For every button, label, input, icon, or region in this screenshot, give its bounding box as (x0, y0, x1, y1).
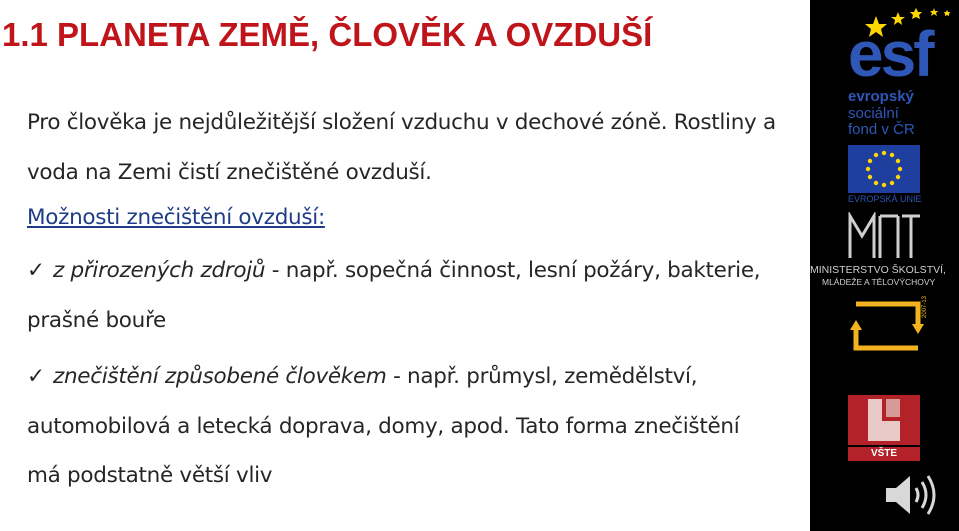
page-title: 1.1 PLANETA ZEMĚ, ČLOVĚK A OVZDUŠÍ (2, 16, 653, 53)
esf-logo (846, 2, 958, 90)
speaker-icon[interactable] (882, 472, 936, 518)
paragraph-line: voda na Zemi čistí znečištěné ovzduší. (27, 160, 432, 185)
bullet-emphasis: z přirozených zdrojů (53, 258, 266, 283)
bullet-continuation: automobilová a letecká doprava, domy, apod. Tato forma znečištění (27, 414, 740, 439)
checkmark-icon: ✓ (27, 364, 45, 389)
vste-label: VŠTE (848, 447, 920, 461)
msmt-label: MINISTERSTVO ŠKOLSTVÍ, (810, 264, 946, 276)
bullet-item (27, 258, 760, 283)
bullet-continuation: prašné bouře (27, 308, 166, 333)
esf-label: fond v ČR (848, 121, 915, 138)
bullet-item (27, 364, 697, 389)
logo-sidebar (810, 0, 959, 531)
checkmark-icon: ✓ (27, 258, 45, 283)
op-years: 2007-13 (922, 295, 928, 318)
eu-flag-icon (848, 145, 920, 193)
section-heading: Možnosti znečištění ovzduší: (27, 205, 325, 230)
eu-label: EVROPSKÁ UNIE (848, 194, 922, 204)
esf-logo-text: esf (848, 18, 932, 90)
esf-label: sociální (848, 105, 899, 122)
esf-label: evropský (848, 88, 914, 105)
bullet-text: - např. sopečná činnost, lesní požáry, bakterie, (265, 258, 761, 283)
bullet-emphasis: znečištění způsobené člověkem (53, 364, 387, 389)
bullet-text: - např. průmysl, zemědělství, (386, 364, 698, 389)
msmt-logo-text (848, 212, 922, 262)
op-logo-icon (848, 296, 928, 358)
msmt-label: MLÁDEŽE A TĚLOVÝCHOVY (822, 277, 936, 287)
paragraph-line: Pro člověka je nejdůležitější složení vzduchu v dechové zóně. Rostliny a (27, 110, 776, 135)
bullet-continuation: má podstatně větší vliv (27, 463, 273, 488)
